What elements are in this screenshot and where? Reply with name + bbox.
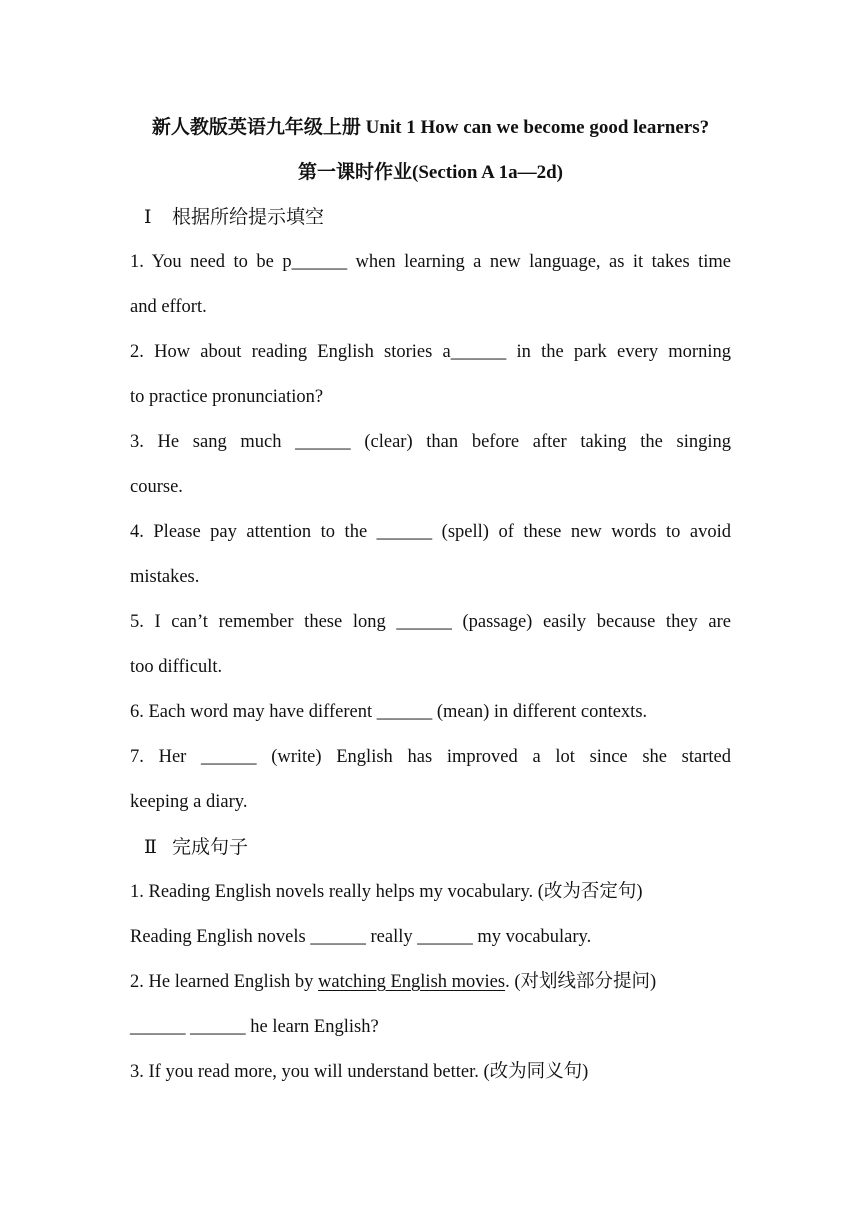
document-subtitle: 第一课时作业(Section A 1a—2d) <box>298 162 563 183</box>
exercise-item-5-line2: too difficult. <box>130 657 223 677</box>
worksheet-page <box>130 105 731 1095</box>
section-numeral: Ⅱ <box>144 837 157 858</box>
exercise-item-2-line1: 2. How about reading English stories a______ in the park every morning <box>130 342 731 362</box>
exercise-item-1-line2: and effort. <box>130 297 207 317</box>
sentence-item-2-answer: ______ ______ he learn English? <box>130 1017 379 1037</box>
section-title: 完成句子 <box>172 837 249 858</box>
section-heading-2 <box>130 825 731 870</box>
exercise-item-3-line1: 3. He sang much ______ (clear) than before after taking the singing <box>130 432 731 452</box>
sentence-item-1-prompt: 1. Reading English novels really helps my vocabulary. (改为否定句) <box>130 882 643 902</box>
document-title: 新人教版英语九年级上册 Unit 1 How can we become good learners? <box>151 117 710 138</box>
sentence-item-1-answer: Reading English novels ______ really ______ my vocabulary. <box>130 927 592 947</box>
underlined-phrase: watching English movies <box>318 972 506 992</box>
section-title: 根据所给提示填空 <box>172 207 325 228</box>
exercise-item-4-line2: mistakes. <box>130 567 200 587</box>
section-numeral: Ⅰ <box>144 207 152 228</box>
sentence-item-3-prompt: 3. If you read more, you will understand better. (改为同义句) <box>130 1062 589 1082</box>
prompt-instruction: . (对划线部分提问) <box>505 972 657 992</box>
exercise-item-5-line1: 5. I can’t remember these long ______ (passage) easily because they are <box>130 612 731 632</box>
prompt-text: 2. He learned English by <box>130 972 319 992</box>
exercise-item-7-line2: keeping a diary. <box>130 792 248 812</box>
exercise-item-6: 6. Each word may have different ______ (mean) in different contexts. <box>130 702 648 722</box>
exercise-item-1-line1: 1. You need to be p______ when learning a new language, as it takes time <box>130 252 731 272</box>
sentence-item-2-prompt <box>130 960 731 1005</box>
exercise-item-4-line1: 4. Please pay attention to the ______ (spell) of these new words to avoid <box>130 522 731 542</box>
section-heading-1 <box>130 195 731 240</box>
exercise-item-3-line2: course. <box>130 477 183 497</box>
exercise-item-7-line1: 7. Her ______ (write) English has improved a lot since she started <box>130 747 731 767</box>
exercise-item-2-line2: to practice pronunciation? <box>130 387 324 407</box>
